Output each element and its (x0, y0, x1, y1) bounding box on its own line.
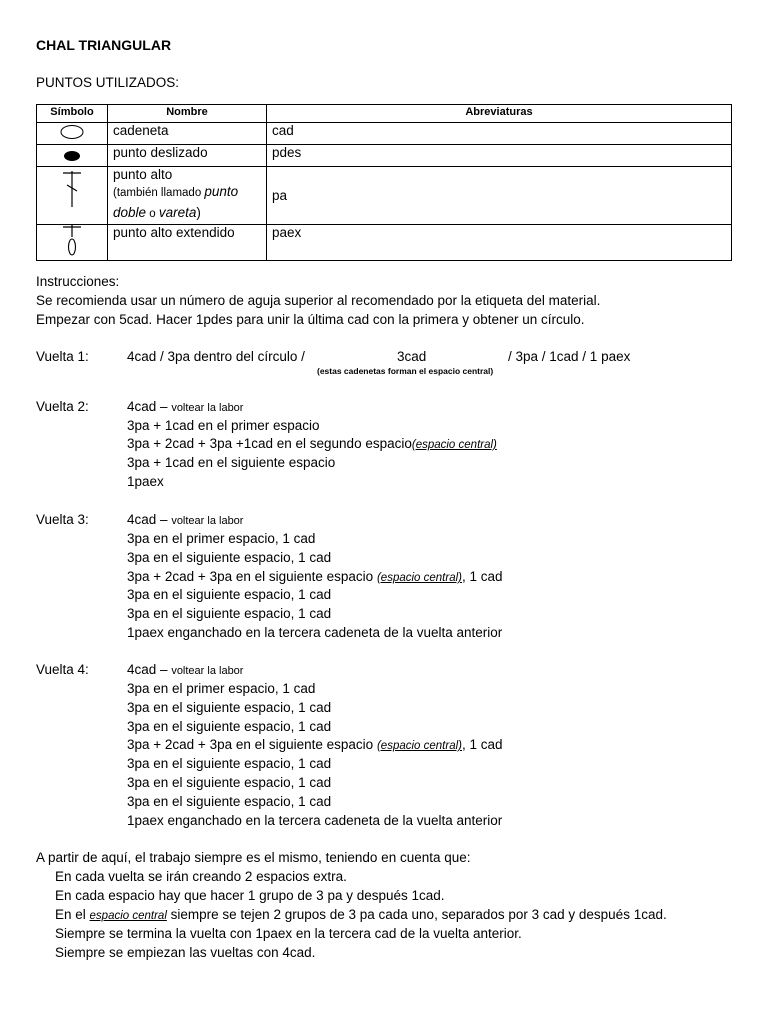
round-3-line: 3pa en el primer espacio, 1 cad (127, 531, 316, 546)
round-3-line: 3pa en el siguiente espacio, 1 cad (127, 587, 332, 602)
round-2-line: 3pa + 1cad en el siguiente espacio (127, 455, 336, 470)
summary-item: En cada vuelta se irán creando 2 espacios extra. (55, 869, 347, 884)
round-label: Vuelta 1: (36, 349, 89, 364)
stitch-name: punto deslizado (108, 145, 267, 167)
stitch-abbr: pdes (267, 145, 732, 167)
table-header-row (37, 105, 732, 123)
header-symbol: Símbolo (37, 105, 108, 123)
round-3-line: 3pa en el siguiente espacio, 1 cad (127, 550, 332, 565)
double-crochet-icon (37, 167, 108, 225)
round-3-line: 4cad – voltear la labor (127, 512, 244, 527)
stitch-name: punto alto extendido (108, 225, 267, 261)
round-4-line: 3pa en el primer espacio, 1 cad (127, 681, 316, 696)
round-1-chain: 3cad (397, 349, 427, 364)
stitch-name-main: punto alto (113, 167, 173, 182)
round-4-line: 3pa en el siguiente espacio, 1 cad (127, 700, 332, 715)
round-2-line: 1paex (127, 474, 164, 489)
round-3-line: 3pa en el siguiente espacio, 1 cad (127, 606, 332, 621)
round-label: Vuelta 3: (36, 512, 89, 527)
round-4-line: 3pa en el siguiente espacio, 1 cad (127, 794, 332, 809)
stitch-abbr: cad (267, 123, 732, 145)
round-4-line: 3pa + 2cad + 3pa en el siguiente espacio (espacio central), 1 cad (127, 737, 503, 752)
table-row (37, 145, 732, 167)
document-title: CHAL TRIANGULAR (36, 37, 172, 53)
round-2-line: 3pa + 2cad + 3pa +1cad en el segundo espacio(espacio central) (127, 436, 497, 451)
slip-stitch-icon (37, 145, 108, 167)
round-4-line: 3pa en el siguiente espacio, 1 cad (127, 719, 332, 734)
summary-lead: A partir de aquí, el trabajo siempre es el mismo, teniendo en cuenta que: (36, 850, 471, 865)
header-name: Nombre (108, 105, 267, 123)
round-label: Vuelta 2: (36, 399, 89, 414)
summary-item: Siempre se empiezan las vueltas con 4cad. (55, 945, 316, 960)
stitch-abbr: pa (267, 167, 732, 225)
chain-symbol-icon (37, 123, 108, 145)
stitch-name (108, 167, 267, 225)
round-1-line: 4cad / 3pa dentro del círculo / (127, 349, 305, 364)
stitch-name: cadeneta (108, 123, 267, 145)
summary-item: Siempre se termina la vuelta con 1paex en la tercera cad de la vuelta anterior. (55, 926, 522, 941)
round-1-rest: / 3pa / 1cad / 1 paex (508, 349, 631, 364)
table-row (37, 167, 732, 225)
extended-stitch-icon (37, 225, 108, 261)
round-4-line: 3pa en el siguiente espacio, 1 cad (127, 756, 332, 771)
summary-item: En cada espacio hay que hacer 1 grupo de 3 pa y después 1cad. (55, 888, 445, 903)
round-2-line: 4cad – voltear la labor (127, 399, 244, 414)
instructions-heading: Instrucciones: (36, 274, 120, 289)
round-3-line: 1paex enganchado en la tercera cadeneta de la vuelta anterior (127, 625, 503, 640)
table-row (37, 123, 732, 145)
summary-item: En el espacio central siempre se tejen 2 grupos de 3 pa cada uno, separados por 3 cad y después 1cad. (55, 907, 667, 922)
stitch-abbr: paex (267, 225, 732, 261)
instructions-line: Empezar con 5cad. Hacer 1pdes para unir la última cad con la primera y obtener un círculo. (36, 312, 585, 327)
round-1-note: (estas cadenetas forman el espacio central) (317, 366, 494, 376)
table-row (37, 225, 732, 261)
round-4-line: 3pa en el siguiente espacio, 1 cad (127, 775, 332, 790)
section-heading: PUNTOS UTILIZADOS: (36, 75, 180, 90)
stitch-table (36, 104, 732, 261)
round-3-line: 3pa + 2cad + 3pa en el siguiente espacio (espacio central), 1 cad (127, 569, 503, 584)
round-4-line: 4cad – voltear la labor (127, 662, 244, 677)
round-2-line: 3pa + 1cad en el primer espacio (127, 418, 320, 433)
round-4-line: 1paex enganchado en la tercera cadeneta de la vuelta anterior (127, 813, 503, 828)
header-abbr: Abreviaturas (267, 105, 732, 123)
instructions-line: Se recomienda usar un número de aguja superior al recomendado por la etiqueta del material. (36, 293, 601, 308)
round-label: Vuelta 4: (36, 662, 89, 677)
stitch-name-note: (también llamado punto doble o vareta) (113, 184, 239, 220)
